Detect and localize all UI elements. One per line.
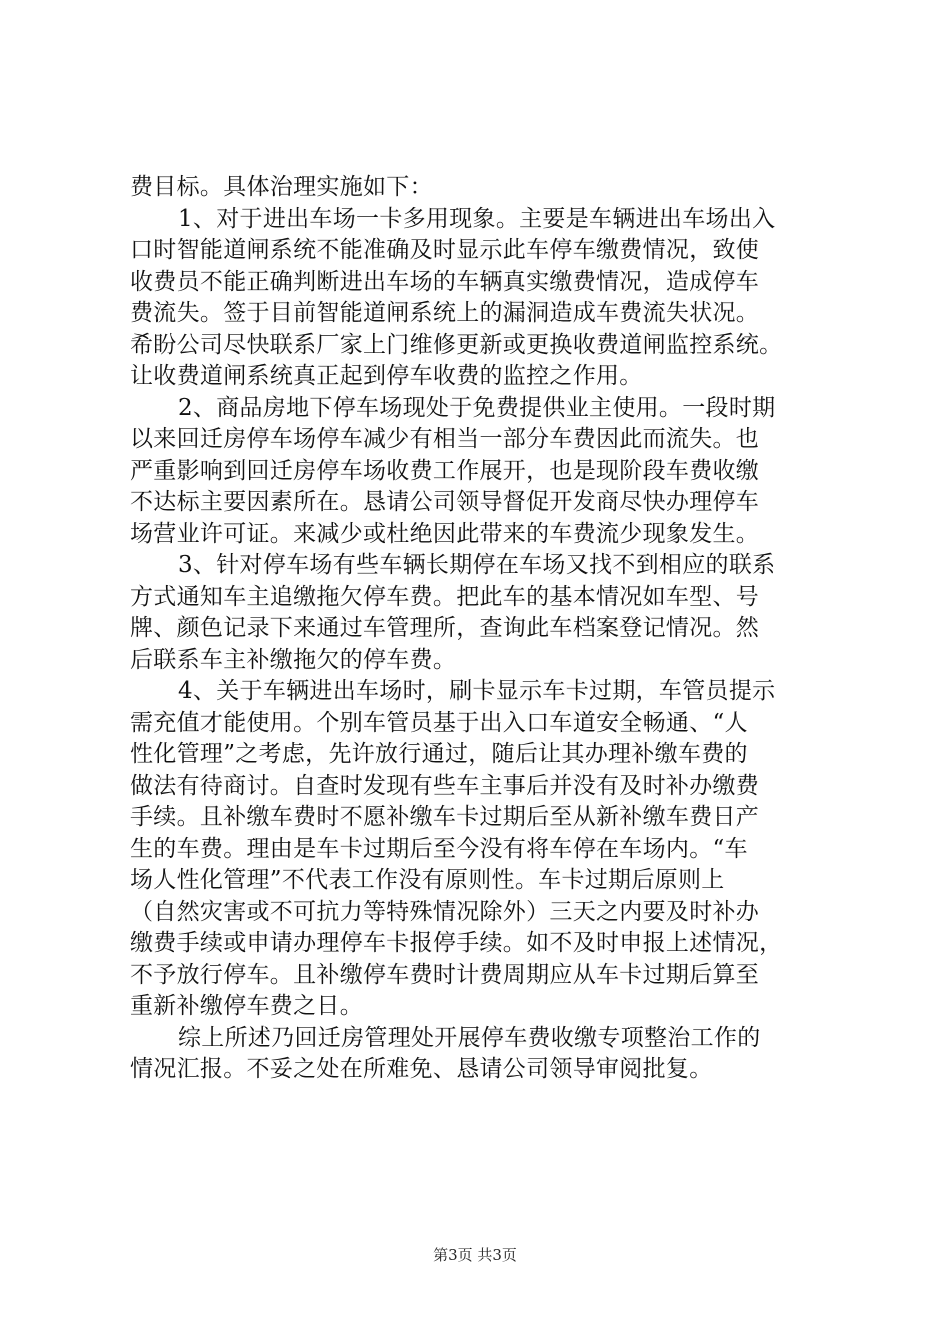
text-line: 3、针对停车场有些车辆长期停在车场又找不到相应的联系 <box>178 552 776 578</box>
text-line: 4、关于车辆进出车场时，刷卡显示车卡过期，车管员提示 <box>178 678 776 704</box>
text-line: 不予放行停车。且补缴停车费时计费周期应从车卡过期后算至 <box>130 961 760 988</box>
text-line: 后联系车主补缴拖欠的停车费。 <box>130 646 457 673</box>
text-line: 2、商品房地下停车场现处于免费提供业主使用。一段时期 <box>178 394 776 421</box>
text-line: 牌、颜色记录下来通过车管理所，查询此车档案登记情况。然 <box>130 615 760 641</box>
document-body <box>130 172 835 1086</box>
text-line: 让收费道闸系统真正起到停车收费的监控之作用。 <box>130 363 643 389</box>
text-line: 做法有待商讨。自查时发现有些车主事后并没有及时补办缴费 <box>130 772 760 799</box>
text-line: 缴费手续或申请办理停车卡报停手续。如不及时申报上述情况， <box>130 930 783 956</box>
text-line: 收费员不能正确判断进出车场的车辆真实缴费情况，造成停车 <box>130 268 760 295</box>
text-line: 重新补缴停车费之日。 <box>130 993 363 1019</box>
text-line: 生的车费。理由是车卡过期后至今没有将车停在车场内。“车 <box>130 835 748 862</box>
text-line: 希盼公司尽快联系厂家上门维修更新或更换收费道闸监控系统。 <box>130 331 783 358</box>
text-line: 严重影响到回迁房停车场收费工作展开，也是现阶段车费收缴 <box>130 457 760 484</box>
text-line: 综上所述乃回迁房管理处开展停车费收缴专项整治工作的 <box>178 1024 761 1051</box>
text-line: （自然灾害或不可抗力等特殊情况除外）三天之内要及时补办 <box>130 898 760 925</box>
text-line: 1、对于进出车场一卡多用现象。主要是车辆进出车场出入 <box>178 205 776 232</box>
text-line: 口时智能道闸系统不能准确及时显示此车停车缴费情况，致使 <box>130 237 760 263</box>
text-line: 方式通知车主追缴拖欠停车费。把此车的基本情况如车型、号 <box>130 583 760 610</box>
text-line: 不达标主要因素所在。恳请公司领导督促开发商尽快办理停车 <box>130 489 760 515</box>
text-line: 需充值才能使用。个别车管员基于出入口车道安全畅通、“人 <box>130 709 748 736</box>
text-line: 场营业许可证。来减少或杜绝因此带来的车费流少现象发生。 <box>130 520 760 547</box>
text-line: 性化管理”之考虑，先许放行通过，随后让其办理补缴车费的 <box>130 741 748 767</box>
page-footer: 第3页 共3页 <box>433 1246 517 1264</box>
text-line: 场人性化管理”不代表工作没有原则性。车卡过期后原则上 <box>130 867 725 893</box>
text-line: 情况汇报。不妥之处在所难免、恳请公司领导审阅批复。 <box>130 1056 713 1082</box>
text-line: 手续。且补缴车费时不愿补缴车卡过期后至从新补缴车费日产 <box>130 804 760 830</box>
text-line: 费流失。签于目前智能道闸系统上的漏洞造成车费流失状况。 <box>130 300 760 326</box>
text-line: 以来回迁房停车场停车减少有相当一部分车费因此而流失。也 <box>130 426 760 452</box>
text-line: 费目标。具体治理实施如下： <box>130 174 433 200</box>
